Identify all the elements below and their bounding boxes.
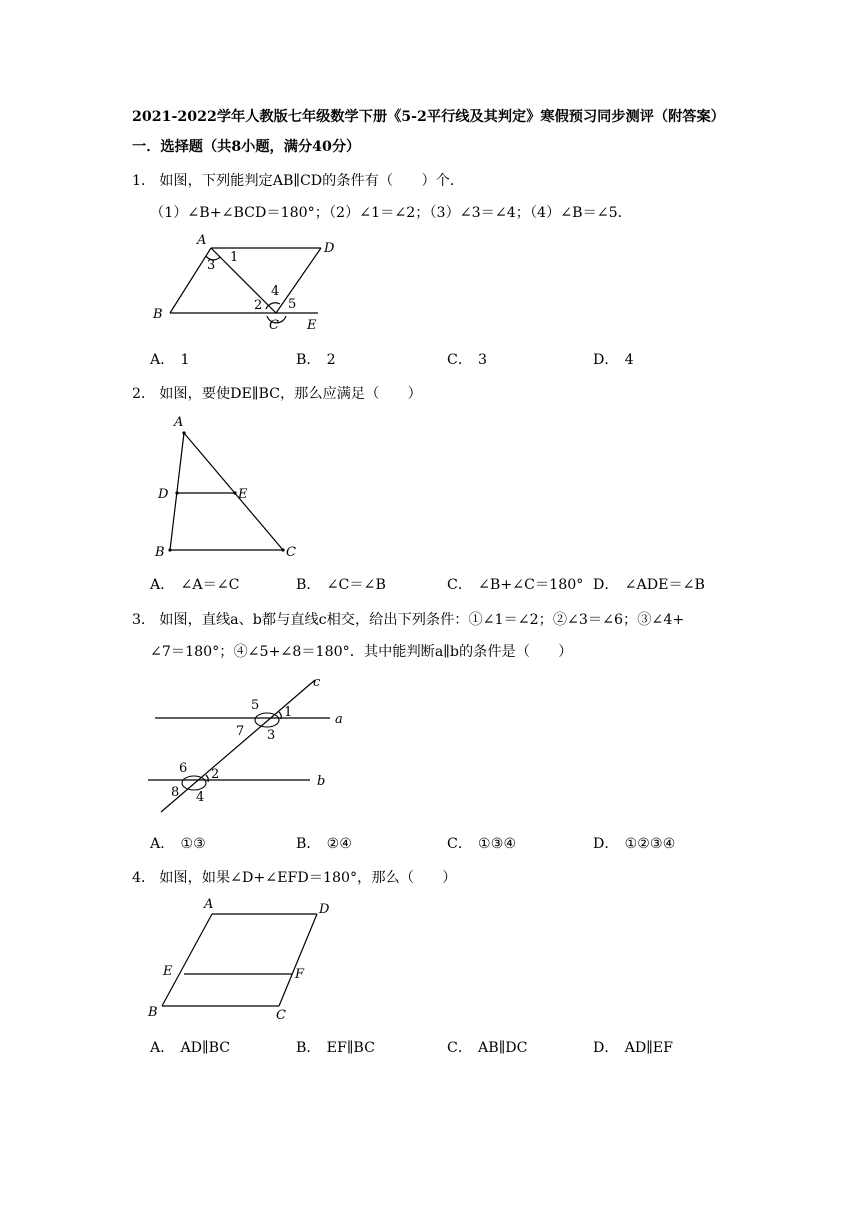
question-2-options	[150, 574, 770, 596]
label-A: A	[197, 233, 207, 248]
angle-label-2: 2	[211, 767, 220, 782]
option-c[interactable]	[447, 574, 583, 594]
option-key: D．	[593, 1040, 619, 1056]
angle-label-3: 3	[207, 258, 216, 273]
option-text: ∠A＝∠C	[180, 577, 240, 593]
label-D: D	[158, 487, 169, 502]
angle-label-5: 5	[288, 297, 297, 312]
label-a: a	[335, 712, 343, 727]
option-d[interactable]	[593, 574, 705, 594]
label-D: D	[319, 902, 330, 917]
label-E: E	[238, 487, 248, 502]
option-text: 1	[180, 352, 190, 368]
question-number: 4．	[132, 870, 156, 886]
option-b[interactable]	[296, 1037, 375, 1057]
option-text: ∠C＝∠B	[326, 577, 386, 593]
option-key: C．	[447, 836, 473, 852]
option-c[interactable]	[447, 1037, 528, 1057]
question-number: 3．	[132, 612, 156, 628]
option-d[interactable]	[593, 833, 675, 853]
question-3-stem-continued: ∠7＝180°；④∠5+∠8＝180°．其中能判断a∥b的条件是（ ）	[150, 644, 573, 660]
option-b[interactable]	[296, 833, 352, 853]
label-C: C	[286, 545, 296, 560]
option-key: B．	[296, 1040, 321, 1056]
option-key: A．	[150, 352, 175, 368]
angle-label-8: 8	[171, 785, 180, 800]
question-1-figure	[150, 232, 350, 336]
angle-label-4: 4	[196, 790, 205, 805]
question-2-figure	[150, 410, 310, 565]
angle-label-1: 1	[230, 250, 239, 265]
section-heading: 一．选择题（共8小题，满分40分）	[132, 139, 361, 155]
label-B: B	[155, 545, 165, 560]
label-b: b	[317, 774, 326, 789]
option-key: C．	[447, 352, 473, 368]
option-text: 2	[326, 352, 336, 368]
document-title: 2021-2022学年人教版七年级数学下册《5-2平行线及其判定》寒假预习同步测评（附答案）	[132, 109, 725, 125]
option-a[interactable]	[150, 574, 240, 594]
label-C: C	[269, 318, 279, 333]
option-text: ∠ADE＝∠B	[624, 577, 705, 593]
angle-label-6: 6	[179, 761, 188, 776]
label-c: c	[313, 675, 321, 690]
angle-label-1: 1	[284, 705, 293, 720]
option-key: A．	[150, 836, 175, 852]
question-1-stem	[132, 170, 464, 190]
option-key: A．	[150, 577, 175, 593]
option-text: AD∥BC	[180, 1040, 231, 1056]
option-text: AB∥DC	[478, 1040, 528, 1056]
option-b[interactable]	[296, 574, 386, 594]
option-key: C．	[447, 1040, 473, 1056]
option-text: EF∥BC	[326, 1040, 375, 1056]
option-c[interactable]	[447, 349, 487, 369]
question-text: 如图，如果∠D+∠EFD＝180°，那么（ ）	[159, 870, 457, 886]
label-B: B	[148, 1005, 158, 1020]
option-c[interactable]	[447, 833, 516, 853]
option-text: ②④	[326, 836, 353, 852]
question-1-conditions: （1）∠B+∠BCD＝180°；（2）∠1＝∠2；（3）∠3＝∠4；（4）∠B＝∠5．	[150, 205, 632, 221]
option-d[interactable]	[593, 349, 634, 369]
label-E: E	[307, 318, 317, 333]
option-text: ∠B+∠C＝180°	[478, 577, 584, 593]
option-text: ①③	[180, 836, 206, 852]
option-b[interactable]	[296, 349, 336, 369]
option-key: B．	[296, 836, 321, 852]
option-a[interactable]	[150, 349, 189, 369]
label-C: C	[276, 1008, 286, 1023]
angle-label-4: 4	[271, 284, 280, 299]
question-text: 如图，要使DE∥BC，那么应满足（ ）	[159, 386, 422, 402]
option-key: B．	[296, 352, 321, 368]
option-key: B．	[296, 577, 321, 593]
question-text: 如图，直线a、b都与直线c相交，给出下列条件：①∠1＝∠2；②∠3＝∠6；③∠4+	[159, 612, 685, 628]
question-3-stem	[132, 609, 684, 629]
angle-label-5: 5	[251, 698, 260, 713]
angle-label-2: 2	[254, 298, 263, 313]
option-key: D．	[593, 352, 619, 368]
label-F: F	[295, 967, 305, 982]
option-a[interactable]	[150, 1037, 230, 1057]
question-number: 2．	[132, 386, 156, 402]
label-B: B	[153, 307, 163, 322]
option-d[interactable]	[593, 1037, 673, 1057]
option-text: 3	[478, 352, 488, 368]
question-1-options	[150, 349, 770, 371]
question-number: 1．	[132, 173, 156, 189]
label-A: A	[174, 415, 184, 430]
question-4-figure	[145, 894, 345, 1024]
label-D: D	[324, 241, 335, 256]
question-4-stem	[132, 867, 456, 887]
angle-label-7: 7	[236, 724, 245, 739]
option-text: 4	[624, 352, 634, 368]
option-text: AD∥EF	[624, 1040, 673, 1056]
label-A: A	[204, 897, 214, 912]
option-text: ①②③④	[624, 836, 676, 852]
option-key: D．	[593, 577, 619, 593]
question-2-stem	[132, 383, 422, 403]
question-3-figure	[145, 672, 365, 817]
question-4-options	[150, 1037, 770, 1059]
angle-label-3: 3	[267, 728, 276, 743]
option-key: A．	[150, 1040, 175, 1056]
question-3-options	[150, 833, 770, 855]
option-text: ①③④	[478, 836, 517, 852]
label-E: E	[163, 964, 173, 979]
question-text: 如图，下列能判定AB∥CD的条件有（ ）个．	[159, 173, 465, 189]
option-a[interactable]	[150, 833, 206, 853]
option-key: D．	[593, 836, 619, 852]
option-key: C．	[447, 577, 473, 593]
